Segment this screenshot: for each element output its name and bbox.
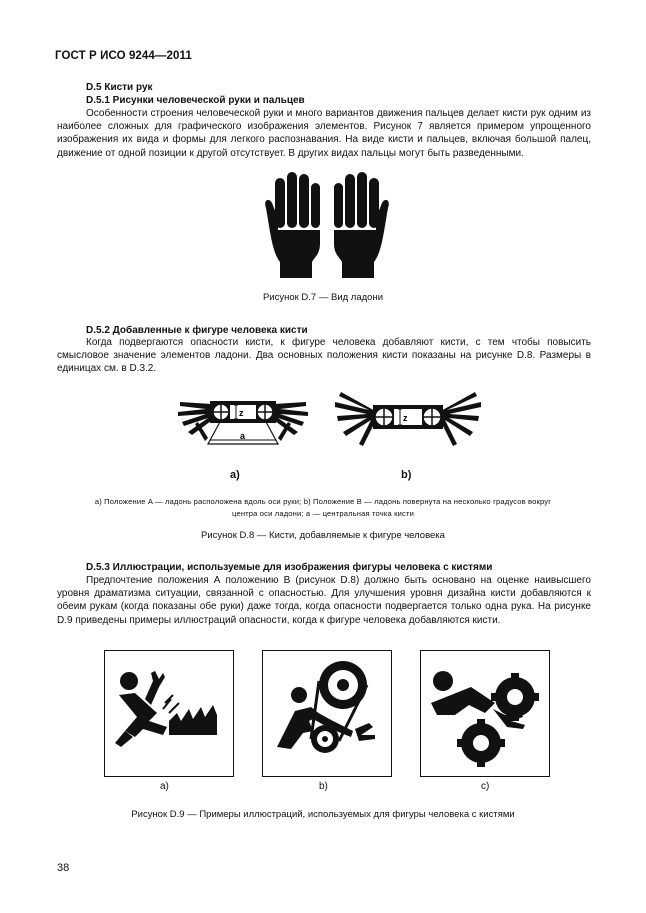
- figure-d8-label-b: b): [401, 469, 412, 481]
- belt-entanglement-hazard-icon: [263, 651, 390, 775]
- right-hand-icon: [334, 172, 389, 278]
- left-hand-icon: [265, 172, 320, 278]
- figure-d9-label-b: b): [319, 781, 328, 792]
- figure-d9-caption: Рисунок D.9 — Примеры иллюстраций, используемых для фигуры человека с кистями: [131, 809, 515, 820]
- right-hand-icon: [439, 392, 481, 446]
- falling-person-hazard-icon: [105, 651, 232, 775]
- document-code: ГОСТ Р ИСО 9244—2011: [55, 50, 192, 62]
- page-number: 38: [57, 862, 70, 874]
- figure-d9-label-a: a): [160, 781, 169, 792]
- section-title-d53: D.5.3 Иллюстрации, используемые для изображения фигуры человека с кистями: [86, 562, 493, 573]
- figure-d9-b-frame: [262, 650, 392, 777]
- paragraph-d51: [57, 107, 591, 160]
- hands-position-a-diagram: [178, 392, 308, 452]
- figure-d8-label-a: a): [230, 469, 240, 481]
- section-title-d5: D.5 Кисти рук: [86, 82, 153, 93]
- dimension-z-label: z: [239, 408, 244, 418]
- figure-d9-c-frame: [420, 650, 550, 777]
- section-title-d52: D.5.2 Добавленные к фигуре человека кисти: [86, 325, 308, 336]
- gear-crushing-hazard-icon: [421, 651, 548, 775]
- dimension-z-label: z: [403, 413, 408, 423]
- paragraph-d51-text: Особенности строения человеческой руки и много вариантов движения пальцев делает кисти рук одним из наиболее сложных для графического изображения элементов. Рисунок 7 является примером упрощенного изображения их вида и формы для легкого распознавания. На виде кисти и пальцев, включая большой палец, движение от одной позиции к другой отсутствует. В других видах пальцы могут быть разведенными.: [57, 108, 591, 159]
- paragraph-d53: [57, 574, 591, 627]
- dimension-a-label: a: [240, 431, 246, 441]
- paragraph-d52-text: Когда подвергаются опасности кисти, к фигуре человека добавляют кисти, с тем чтобы повысить смысловое значение элементов ладони. Два основных положения кисти показаны на рисунке D.8. Размеры в единицах см. в D.3.2.: [57, 337, 591, 375]
- figure-d9-a-frame: [104, 650, 234, 777]
- figure-d8-note: [40, 496, 606, 520]
- figure-d8-caption: Рисунок D.8 — Кисти, добавляемые к фигуре человека: [201, 530, 445, 541]
- palm-view-illustration: [262, 170, 392, 280]
- figure-d9-label-c: c): [481, 781, 490, 792]
- figure-d8-note-line-1: а) Положение A — ладонь расположена вдоль оси руки; b) Положение B — ладонь повернута на несколько градусов вокруг: [94, 497, 552, 506]
- figure-d7: [262, 170, 392, 280]
- left-hand-icon: [335, 392, 377, 446]
- figure-d7-caption: Рисунок D.7 — Вид ладони: [262, 292, 384, 303]
- section-title-d51: D.5.1 Рисунки человеческой руки и пальцев: [86, 95, 305, 106]
- figure-d8-a: [178, 392, 308, 452]
- hands-position-b-diagram: [333, 388, 483, 450]
- left-hand-icon: [178, 402, 212, 441]
- paragraph-d53-text: Предпочтение положения А положению В (рисунок D.8) должно быть основано на оценке наивысшего уровня драматизма ситуации, связанной с опасностью. Для улучшения уровня дизайна кисти добавляются к обеим рукам (когда показаны обе руки) даже тогда, когда опасности подвергается только одна рука. На рисунке D.9 приведены примеры иллюстраций опасности, когда к фигуре человека добавляются кисти.: [57, 575, 591, 626]
- right-hand-icon: [274, 402, 308, 441]
- paragraph-d52: [57, 336, 591, 376]
- gear-icon: [457, 719, 505, 767]
- figure-d8-note-line-2: центра оси ладони; a — центральная точка кисти: [232, 509, 414, 518]
- figure-d8-b: [333, 388, 483, 450]
